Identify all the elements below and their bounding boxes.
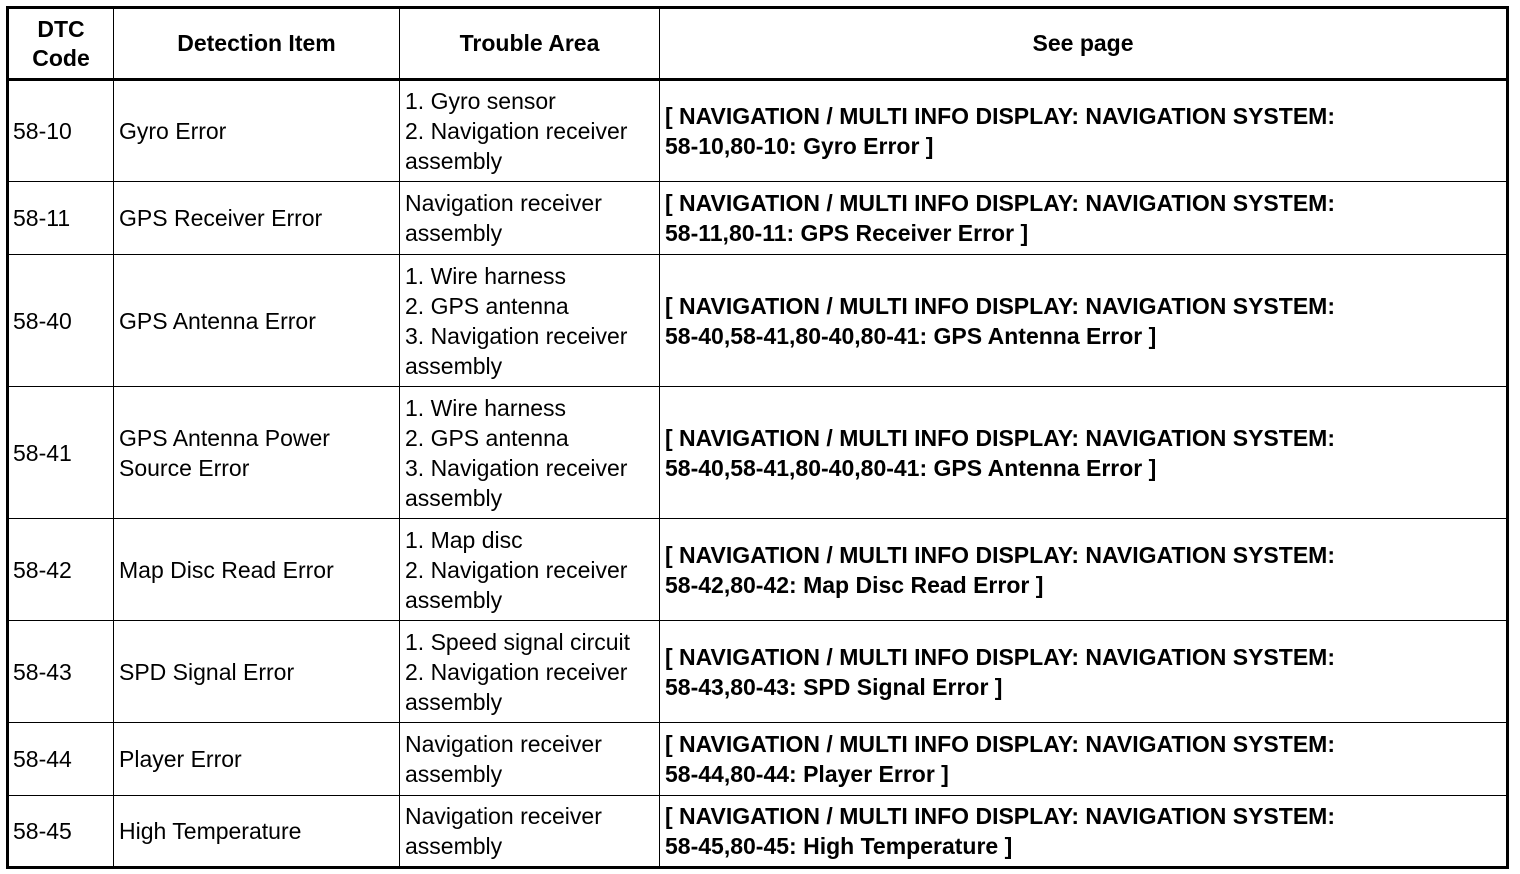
table-row xyxy=(8,80,1508,182)
see-page-cell: [ NAVIGATION / MULTI INFO DISPLAY: NAVIGATION SYSTEM: 58-44,80-44: Player Error ] xyxy=(660,723,1508,796)
see-page-cell: [ NAVIGATION / MULTI INFO DISPLAY: NAVIGATION SYSTEM: 58-43,80-43: SPD Signal Error ] xyxy=(660,621,1508,723)
header-row xyxy=(8,8,1508,80)
detection-item-cell: Gyro Error xyxy=(114,80,400,182)
trouble-area-cell: Navigation receiver assembly xyxy=(400,796,660,868)
table-row xyxy=(8,255,1508,387)
table-row xyxy=(8,182,1508,255)
trouble-area-cell: 1. Wire harness 2. GPS antenna 3. Navigation receiver assembly xyxy=(400,255,660,387)
trouble-area-cell: 1. Gyro sensor 2. Navigation receiver assembly xyxy=(400,80,660,182)
detection-item-cell: GPS Antenna Power Source Error xyxy=(114,387,400,519)
dtc-code-cell: 58-40 xyxy=(8,255,114,387)
table-row xyxy=(8,519,1508,621)
dtc-code-cell: 58-11 xyxy=(8,182,114,255)
header-trouble-area: Trouble Area xyxy=(400,8,660,80)
trouble-area-cell: 1. Wire harness 2. GPS antenna 3. Navigation receiver assembly xyxy=(400,387,660,519)
see-page-cell: [ NAVIGATION / MULTI INFO DISPLAY: NAVIGATION SYSTEM: 58-42,80-42: Map Disc Read Error ] xyxy=(660,519,1508,621)
trouble-area-cell: 1. Map disc 2. Navigation receiver assembly xyxy=(400,519,660,621)
dtc-table xyxy=(6,6,1509,869)
see-page-cell: [ NAVIGATION / MULTI INFO DISPLAY: NAVIGATION SYSTEM: 58-10,80-10: Gyro Error ] xyxy=(660,80,1508,182)
header-see-page: See page xyxy=(660,8,1508,80)
dtc-code-cell: 58-43 xyxy=(8,621,114,723)
header-detection-item: Detection Item xyxy=(114,8,400,80)
table-row xyxy=(8,723,1508,796)
see-page-cell: [ NAVIGATION / MULTI INFO DISPLAY: NAVIGATION SYSTEM: 58-11,80-11: GPS Receiver Error ] xyxy=(660,182,1508,255)
detection-item-cell: SPD Signal Error xyxy=(114,621,400,723)
dtc-code-cell: 58-10 xyxy=(8,80,114,182)
table-row xyxy=(8,621,1508,723)
detection-item-cell: Player Error xyxy=(114,723,400,796)
header-dtc-code: DTC Code xyxy=(8,8,114,80)
see-page-cell: [ NAVIGATION / MULTI INFO DISPLAY: NAVIGATION SYSTEM: 58-45,80-45: High Temperature ] xyxy=(660,796,1508,868)
trouble-area-cell: Navigation receiver assembly xyxy=(400,723,660,796)
detection-item-cell: GPS Antenna Error xyxy=(114,255,400,387)
dtc-code-cell: 58-44 xyxy=(8,723,114,796)
dtc-code-cell: 58-42 xyxy=(8,519,114,621)
dtc-code-cell: 58-41 xyxy=(8,387,114,519)
dtc-code-cell: 58-45 xyxy=(8,796,114,868)
detection-item-cell: GPS Receiver Error xyxy=(114,182,400,255)
trouble-area-cell: Navigation receiver assembly xyxy=(400,182,660,255)
table-row xyxy=(8,796,1508,868)
see-page-cell: [ NAVIGATION / MULTI INFO DISPLAY: NAVIGATION SYSTEM: 58-40,58-41,80-40,80-41: GPS Antenna Error ] xyxy=(660,387,1508,519)
detection-item-cell: Map Disc Read Error xyxy=(114,519,400,621)
see-page-cell: [ NAVIGATION / MULTI INFO DISPLAY: NAVIGATION SYSTEM: 58-40,58-41,80-40,80-41: GPS Antenna Error ] xyxy=(660,255,1508,387)
detection-item-cell: High Temperature xyxy=(114,796,400,868)
trouble-area-cell: 1. Speed signal circuit 2. Navigation receiver assembly xyxy=(400,621,660,723)
table-row xyxy=(8,387,1508,519)
